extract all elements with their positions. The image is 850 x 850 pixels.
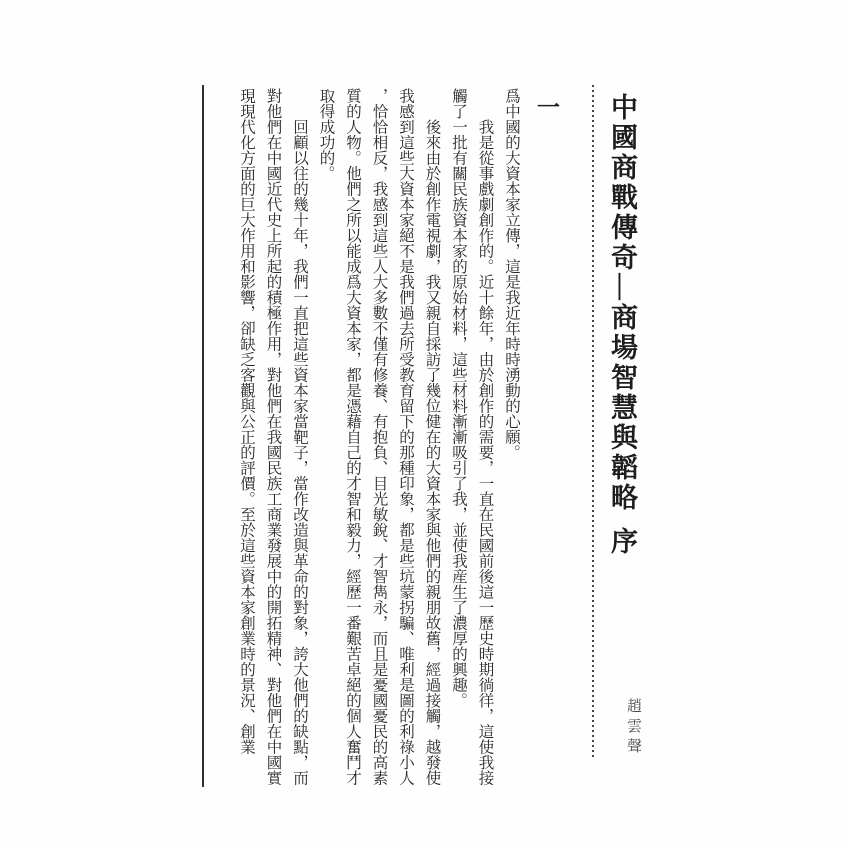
dotted-divider-line [592, 85, 594, 759]
book-title: 中國商戰傳奇—商場智慧與韜略 [607, 93, 637, 513]
preface-heading: 序 [607, 527, 637, 557]
paragraph: 爲中國的大資本家立傳，這是我近年時時湧動的心願。 [503, 88, 520, 460]
paragraph: 回顧以往的幾十年，我們一直把這些資本家當靶子，當作改造與革命的對象，誇大他們的缺點，而對他們在中國近代史上所起的積極作用，對他們在我國民族工商業發展中的開拓精神、對他們在中國實現現代化方面的巨大作用和影響，卻缺乏客觀與公正的評價。至於這些資本家創業時的景況、創業 [238, 88, 308, 786]
left-margin-line [202, 85, 204, 787]
paragraph: 後來由於創作電視劇，我又親自採訪了幾位健在的大資本家與他們的親朋故舊，經過接觸，越發使我感到這些大資本家絕不是我們過去所受教育留下的那種印象，都是些坑蒙拐騙、唯利是圖的利祿小人，恰恰相反，我感到這些人大多數不僅有修養、有抱負、目光敏銳、才智雋永，而且是憂國憂民的高素質的人物。他們之所以能成爲大資本家，都是憑藉自己的才智和毅力，經歷一番艱苦卓絕的個人奮鬥才取得成功的。 [317, 88, 441, 786]
section-number-heading: 一 [534, 95, 559, 118]
preface-body [232, 88, 524, 788]
author-name: 趙雲聲 [625, 698, 641, 758]
book-title-column [595, 93, 649, 713]
paragraph: 我是從事戲劇創作的。近十餘年，由於創作的需要，一直在民國前後這一歷史時期徜徉，這使我接觸了一批有關民族資本家的原始材料，這些材料漸漸吸引了我，並使我産生了濃厚的興趣。 [450, 88, 494, 786]
